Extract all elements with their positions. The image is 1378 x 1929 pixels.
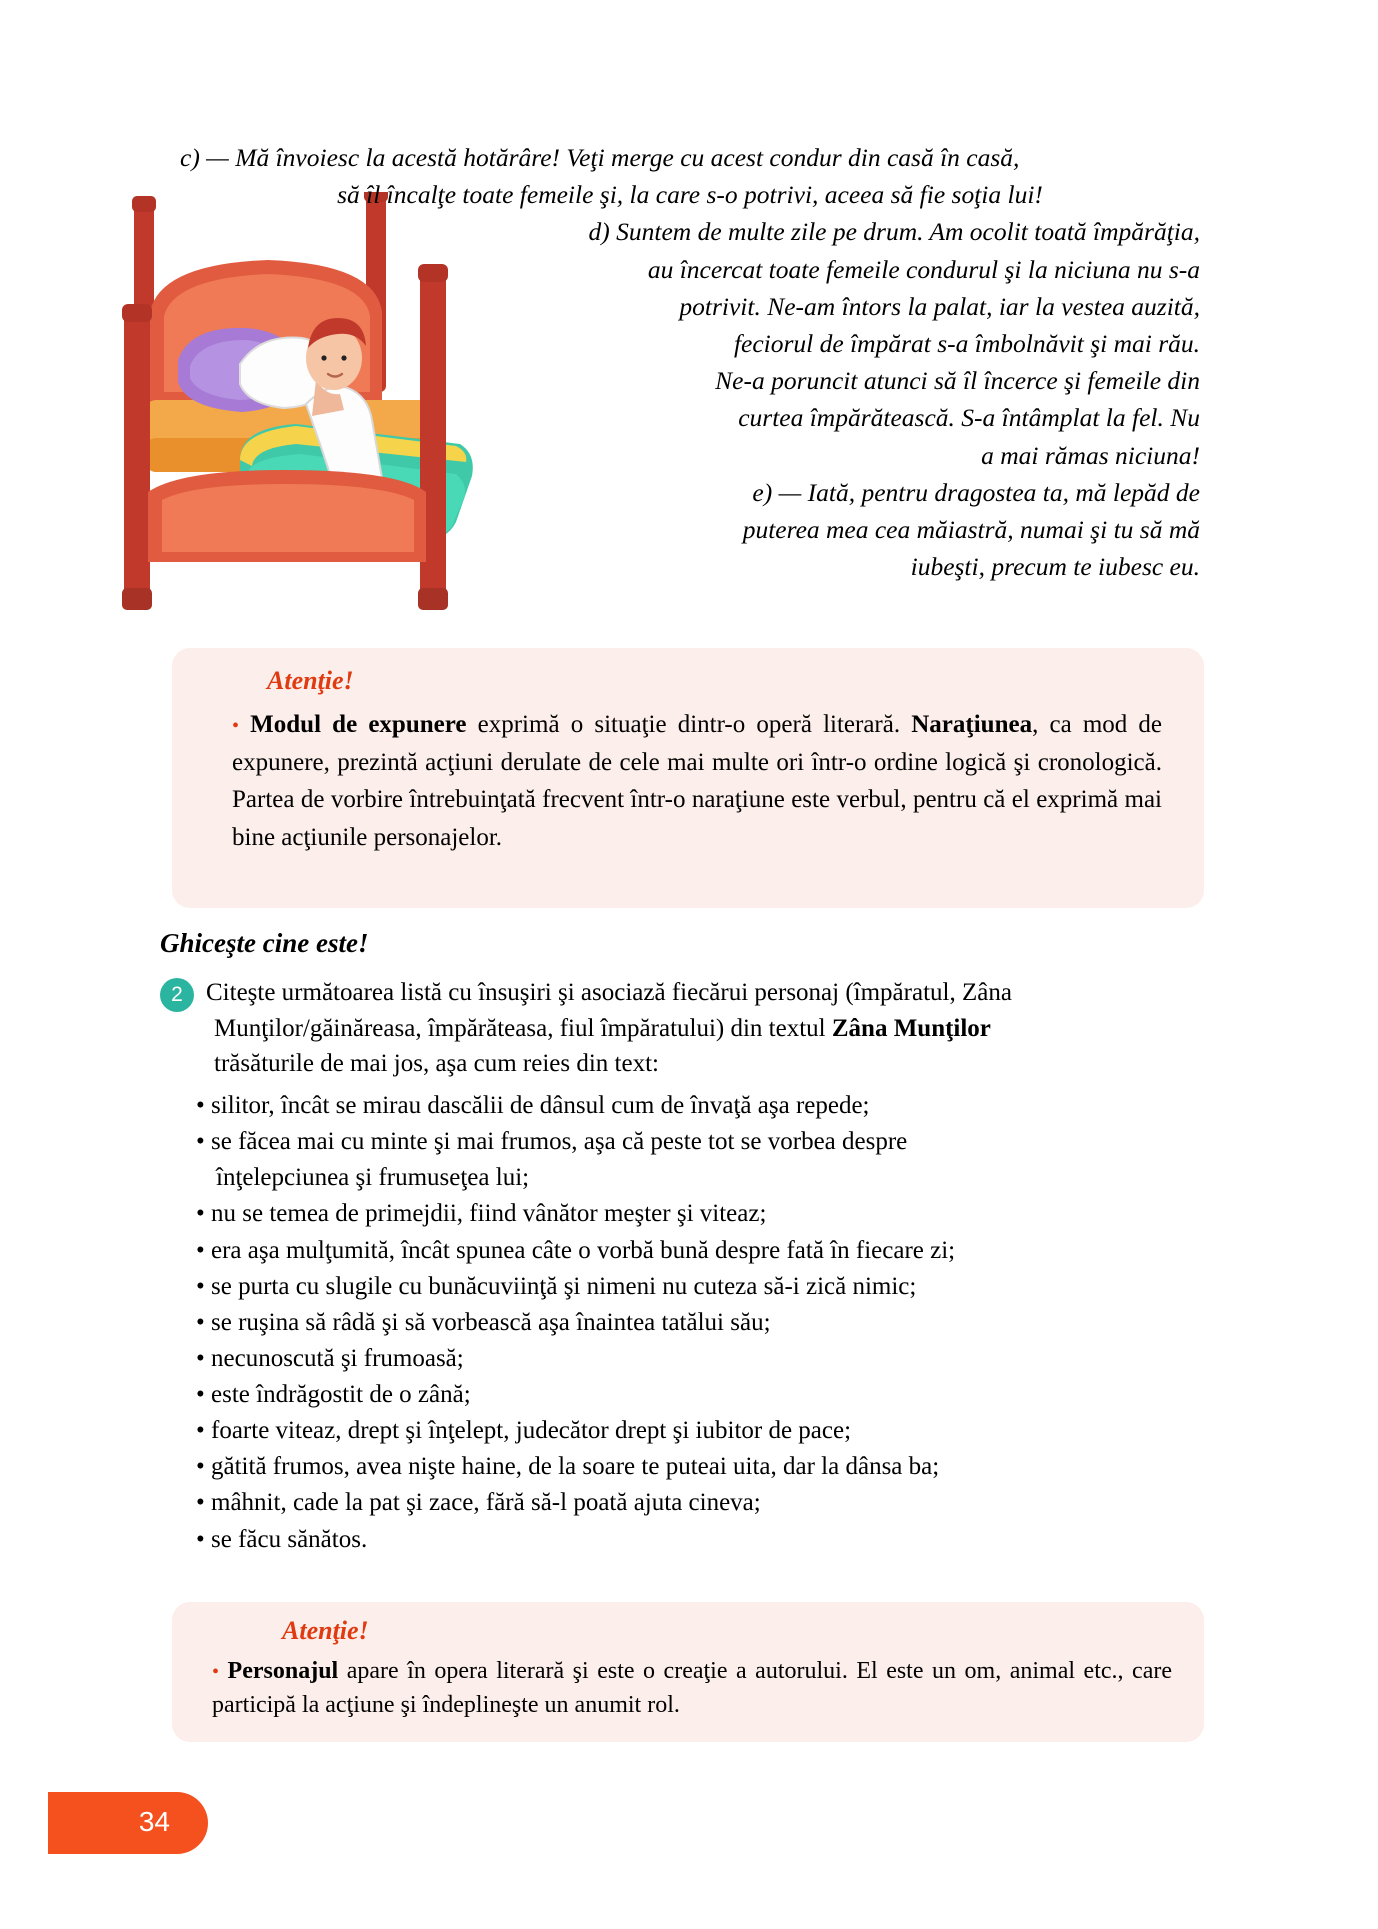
story-title-zana-muntilor: Zâna Munţilor <box>831 1014 991 1042</box>
list-item-text: foarte viteaz, drept şi înţelept, judecător drept şi iubitor de pace; <box>211 1417 852 1445</box>
story-line-d4: feciorul de împărat s-a îmbolnăvit şi mai rău. <box>733 329 1200 359</box>
exercise-instructions <box>206 975 1206 1082</box>
story-line-e1: e) — Iată, pentru dragostea ta, mă lepăd de <box>752 477 1200 507</box>
story-line-e2: puterea mea cea măiastră, numai şi tu să mă <box>742 515 1200 545</box>
list-item: • necunoscută şi frumoasă; <box>196 1344 464 1372</box>
list-item-text: se purta cu slugile cu bunăcuviinţă şi nimeni nu cuteza să-i zică nimic; <box>211 1272 917 1300</box>
list-item-text: silitor, încât se mirau dascălii de dânsul cum de învaţă aşa repede; <box>211 1092 870 1119</box>
list-item-continuation: înţelepciunea şi frumuseţea lui; <box>216 1164 530 1192</box>
attention-box-personaj <box>172 1602 1204 1742</box>
story-line-c1: c) — Mă învoiesc la acestă hotărâre! Veţi merge cu acest condur din casă în casă, <box>180 143 1020 172</box>
list-item-text: mâhnit, cade la pat şi zace, fără să-l poată ajuta cineva; <box>211 1489 761 1517</box>
exercise-line-2-text: Munţilor/găinăreasa, împărăteasa, fiul împăratului) din textul <box>214 1014 832 1042</box>
exercise-line-2 <box>214 1011 1206 1047</box>
page-number: 34 <box>138 1806 170 1837</box>
list-item: • este îndrăgostit de o zână; <box>196 1381 471 1408</box>
list-item-text: este îndrăgostit de o zână; <box>211 1381 471 1408</box>
term-modul-de-expunere: Modul de expunere <box>250 711 467 738</box>
attention-text-1: apare în opera literară şi este o creaţie a autorului. El este un om, animal etc., care participă la acţiune şi îndeplineşte un anumit rol. <box>212 1658 1173 1719</box>
list-item: • se purta cu slugile cu bunăcuviinţă şi nimeni nu cuteza să-i zică nimic; <box>196 1272 917 1300</box>
list-item-text: era aşa mulţumită, încât spunea câte o vorbă bună despre fată în fiecare zi; <box>211 1236 956 1264</box>
story-line-d3: potrivit. Ne-am întors la palat, iar la vestea auzită, <box>679 291 1200 321</box>
list-item-text: se ruşina să râdă şi să vorbească aşa înaintea tatălui său; <box>211 1308 771 1336</box>
traits-list <box>196 1088 1206 1558</box>
story-excerpt <box>180 140 1200 614</box>
bullet-icon: • <box>212 1661 220 1683</box>
exercise-number-badge: 2 <box>160 978 194 1012</box>
term-naratiunea: Naraţiunea <box>911 711 1033 738</box>
attention-body <box>232 706 1162 856</box>
attention-title: Atenţie! <box>282 1616 369 1645</box>
text-wrap-spacer <box>180 214 540 614</box>
story-line-d5: Ne-a poruncit atunci să îl încerce şi femeile din <box>715 366 1200 396</box>
list-item-text: se făcu sănătos. <box>211 1525 368 1553</box>
list-item: • se făcea mai cu minte şi mai frumos, aşa că peste tot se vorbea despre <box>196 1128 908 1156</box>
list-item-text: gătită frumos, avea nişte haine, de la soare te puteai uita, dar la dânsa ba; <box>211 1453 940 1481</box>
list-item-text: necunoscută şi frumoasă; <box>211 1344 464 1372</box>
exercise-line-1: Citeşte următoarea listă cu însuşiri şi asociază fiecărui personaj (împăratul, Zâna <box>206 979 1012 1006</box>
attention-text-2: , ca mod de expunere, prezintă acţiuni derulate de cele mai multe ori într-o ordine logică şi cronologică. Partea de vorbire întrebuinţată frecvent într-o naraţiune este verbul, pentru că el exprimă mai bine acţiunile personajelor. <box>232 711 1163 851</box>
attention-box-naratiune <box>172 648 1204 908</box>
list-item: • era aşa mulţumită, încât spunea câte o vorbă bună despre fată în fiecare zi; <box>196 1236 956 1264</box>
term-personajul: Personajul <box>227 1658 339 1684</box>
story-line-e3: iubeşti, precum te iubesc eu. <box>910 552 1200 582</box>
list-item: • mâhnit, cade la pat şi zace, fără să-l poată ajuta cineva; <box>196 1489 761 1517</box>
list-item: • se făcu sănătos. <box>196 1525 368 1553</box>
list-item: • se ruşina să râdă şi să vorbească aşa înaintea tatălui său; <box>196 1308 771 1336</box>
page-number-badge <box>48 1792 208 1854</box>
attention-title: Atenţie! <box>267 666 354 695</box>
bullet-icon: • <box>232 715 240 737</box>
section-heading-ghiceste: Ghiceşte cine este! <box>160 928 369 958</box>
list-item: • foarte viteaz, drept şi înţelept, judecător drept şi iubitor de pace; <box>196 1417 852 1445</box>
list-item-text: nu se temea de primejdii, fiind vânător meşter şi viteaz; <box>211 1200 767 1228</box>
story-line-d2: au încercat toate femeile condurul şi la niciuna nu s-a <box>647 254 1200 284</box>
list-item-text: se făcea mai cu minte şi mai frumos, aşa că peste tot se vorbea despre <box>211 1128 908 1156</box>
exercise-line-3: trăsăturile de mai jos, aşa cum reies din text: <box>214 1050 659 1077</box>
story-line-c2: să îl încalţe toate femeile şi, la care s-o potrivi, aceea să fie soţia lui! <box>337 180 1043 210</box>
attention-text-1: exprimă o situaţie dintr-o operă literară. <box>466 711 912 738</box>
list-item: • silitor, încât se mirau dascălii de dânsul cum de învaţă aşa repede; <box>196 1092 870 1119</box>
attention-body <box>212 1654 1172 1722</box>
story-line-d1: d) Suntem de multe zile pe drum. Am ocolit toată împărăţia, <box>588 217 1200 247</box>
story-line-d6: curtea împărătească. S-a întâmplat la fel. Nu <box>738 403 1200 433</box>
list-item: • nu se temea de primejdii, fiind vânător meşter şi viteaz; <box>196 1200 767 1228</box>
story-line-d7: a mai rămas niciuna! <box>981 440 1200 470</box>
list-item: • gătită frumos, avea nişte haine, de la soare te puteai uita, dar la dânsa ba; <box>196 1453 940 1481</box>
